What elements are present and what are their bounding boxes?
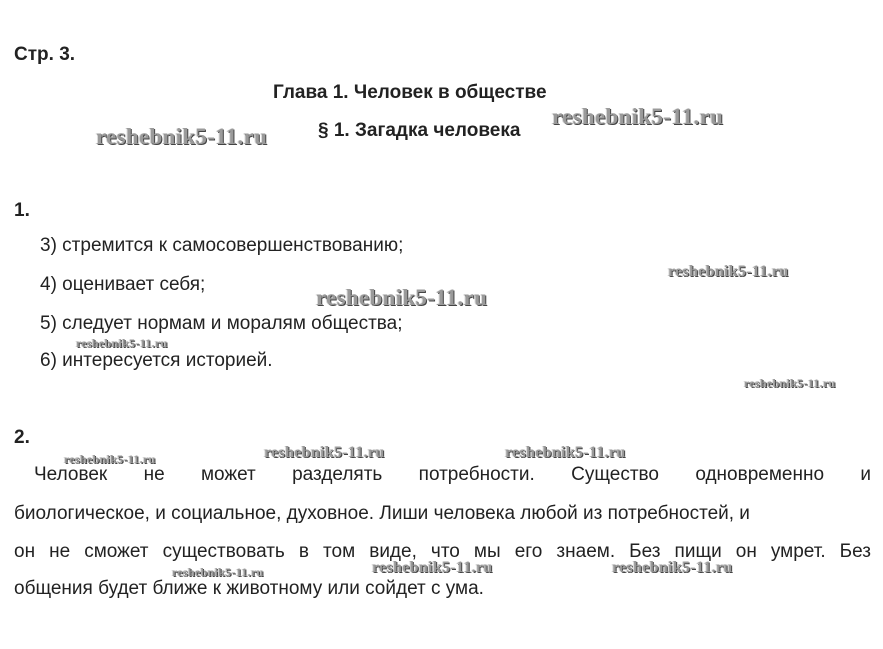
watermark: reshebnik5-11.ru [316,285,488,310]
watermark: reshebnik5-11.ru [668,263,789,280]
question-1-number: 1. [14,200,30,221]
watermark: reshebnik5-11.ru [612,559,733,576]
page-label: Стр. 3. [14,44,76,65]
answer-item: 4) оценивает себя; [40,274,206,295]
watermark: reshebnik5-11.ru [505,444,626,461]
watermark: reshebnik5-11.ru [172,565,264,579]
answer-item: 3) стремится к самосовершенствованию; [40,235,404,256]
section-title: § 1. Загадка человека [318,120,521,141]
question-2-number: 2. [14,427,30,448]
watermark: reshebnik5-11.ru [744,376,836,390]
watermark: reshebnik5-11.ru [96,124,268,149]
answer-item: 6) интересуется историей. [40,350,273,371]
answer-paragraph-line: биологическое, и социальное, духовное. Лиши человека любой из потребностей, и [14,503,750,524]
watermark: reshebnik5-11.ru [264,444,385,461]
answer-paragraph-line: он не сможет существовать в том виде, что мы его знаем. Без пищи он умрет. Без [14,541,871,562]
watermark: reshebnik5-11.ru [552,104,724,129]
chapter-title: Глава 1. Человек в обществе [273,82,547,103]
answer-item: 5) следует нормам и моралям общества; [40,313,403,334]
watermark: reshebnik5-11.ru [76,336,168,350]
watermark: reshebnik5-11.ru [372,559,493,576]
answer-paragraph-line: Человек не может разделять потребности. Существо одновременно и [34,464,871,485]
watermark: reshebnik5-11.ru [64,452,156,466]
answer-paragraph-line: общения будет ближе к животному или сойдет с ума. [14,578,484,599]
